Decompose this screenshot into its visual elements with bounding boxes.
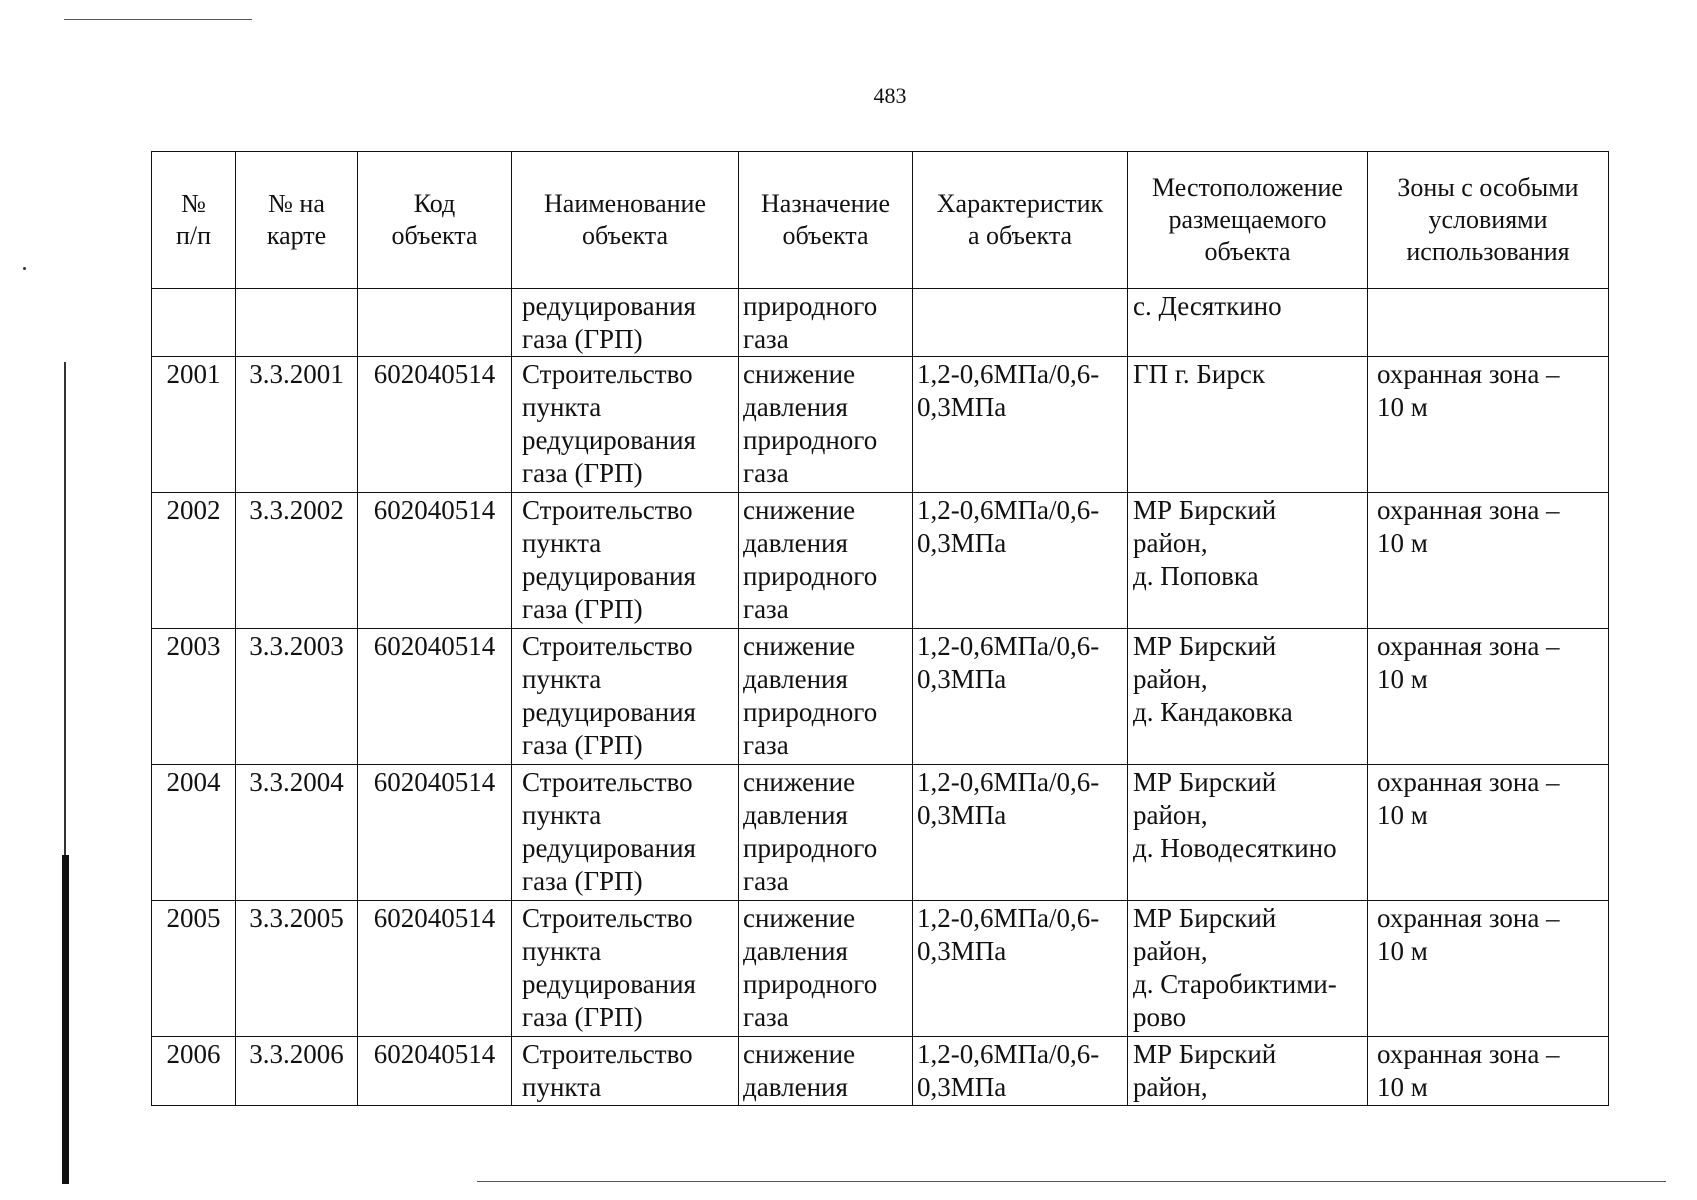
- cell-row-number: 2001: [152, 357, 236, 493]
- cell-object-purpose: снижение давления природного газа: [739, 357, 913, 493]
- table-row: [152, 289, 1609, 357]
- table-row: [152, 1037, 1609, 1106]
- scan-edge-mark-thick: [62, 855, 69, 1184]
- table-row: [152, 629, 1609, 765]
- cell-object-code: 602040514: [358, 901, 512, 1037]
- cell-row-number: 2003: [152, 629, 236, 765]
- cell-object-location: МР Бирский район,: [1128, 1037, 1368, 1106]
- cell-object-location: ГП г. Бирск: [1128, 357, 1368, 493]
- cell-object-location: МР Бирский район, д. Поповка: [1128, 493, 1368, 629]
- cell-row-number: 2002: [152, 493, 236, 629]
- cell-map-number: 3.3.2003: [236, 629, 358, 765]
- cell-object-location: МР Бирский район, д. Кандаковка: [1128, 629, 1368, 765]
- cell-object-code: [358, 289, 512, 357]
- cell-object-characteristic: 1,2-0,6МПа/0,6- 0,3МПа: [913, 901, 1128, 1037]
- cell-object-code: 602040514: [358, 765, 512, 901]
- cell-special-zones: охранная зона – 10 м: [1368, 629, 1609, 765]
- top-rule: [64, 19, 252, 20]
- cell-object-location: МР Бирский район, д. Новодесяткино: [1128, 765, 1368, 901]
- table-row: [152, 493, 1609, 629]
- header-row-number: № п/п: [152, 152, 236, 289]
- cell-row-number: 2005: [152, 901, 236, 1037]
- cell-object-name: Строительство пункта редуцирования газа (ГРП): [512, 765, 739, 901]
- cell-object-characteristic: 1,2-0,6МПа/0,6- 0,3МПа: [913, 493, 1128, 629]
- header-object-code: Код объекта: [358, 152, 512, 289]
- cell-object-purpose: снижение давления природного газа: [739, 629, 913, 765]
- cell-object-name: Строительство пункта редуцирования газа (ГРП): [512, 357, 739, 493]
- table-row: [152, 901, 1609, 1037]
- cell-row-number: 2004: [152, 765, 236, 901]
- cell-special-zones: охранная зона – 10 м: [1368, 765, 1609, 901]
- cell-object-code: 602040514: [358, 357, 512, 493]
- table-header-row: [152, 152, 1609, 289]
- cell-object-characteristic: [913, 289, 1128, 357]
- cell-special-zones: [1368, 289, 1609, 357]
- cell-object-name: редуцирования газа (ГРП): [512, 289, 739, 357]
- footer-rule: [477, 1181, 1666, 1182]
- objects-table: [151, 151, 1609, 1106]
- cell-object-characteristic: 1,2-0,6МПа/0,6- 0,3МПа: [913, 629, 1128, 765]
- cell-object-characteristic: 1,2-0,6МПа/0,6- 0,3МПа: [913, 357, 1128, 493]
- cell-special-zones: охранная зона – 10 м: [1368, 901, 1609, 1037]
- header-special-zones: Зоны с особыми условиями использования: [1368, 152, 1609, 289]
- cell-object-code: 602040514: [358, 1037, 512, 1106]
- header-object-name: Наименование объекта: [512, 152, 739, 289]
- cell-object-name: Строительство пункта: [512, 1037, 739, 1106]
- cell-object-name: Строительство пункта редуцирования газа (ГРП): [512, 629, 739, 765]
- cell-row-number: [152, 289, 236, 357]
- cell-special-zones: охранная зона – 10 м: [1368, 493, 1609, 629]
- cell-object-code: 602040514: [358, 493, 512, 629]
- scan-edge-mark-thin: [64, 362, 66, 855]
- cell-object-name: Строительство пункта редуцирования газа (ГРП): [512, 493, 739, 629]
- header-object-location: Местоположение размещаемого объекта: [1128, 152, 1368, 289]
- table-row: [152, 765, 1609, 901]
- cell-object-location: МР Бирский район, д. Старобиктими- рово: [1128, 901, 1368, 1037]
- cell-map-number: 3.3.2006: [236, 1037, 358, 1106]
- cell-object-purpose: снижение давления природного газа: [739, 493, 913, 629]
- page-number: 483: [873, 83, 907, 108]
- cell-map-number: [236, 289, 358, 357]
- cell-special-zones: охранная зона – 10 м: [1368, 1037, 1609, 1106]
- header-object-characteristic: Характеристик а объекта: [913, 152, 1128, 289]
- cell-object-characteristic: 1,2-0,6МПа/0,6- 0,3МПа: [913, 765, 1128, 901]
- cell-map-number: 3.3.2002: [236, 493, 358, 629]
- cell-map-number: 3.3.2001: [236, 357, 358, 493]
- cell-row-number: 2006: [152, 1037, 236, 1106]
- cell-object-purpose: снижение давления: [739, 1037, 913, 1106]
- scan-dot: [23, 267, 26, 270]
- cell-object-characteristic: 1,2-0,6МПа/0,6- 0,3МПа: [913, 1037, 1128, 1106]
- table-row: [152, 357, 1609, 493]
- cell-object-purpose: снижение давления природного газа: [739, 765, 913, 901]
- cell-object-code: 602040514: [358, 629, 512, 765]
- cell-object-purpose: природного газа: [739, 289, 913, 357]
- header-object-purpose: Назначение объекта: [739, 152, 913, 289]
- cell-object-name: Строительство пункта редуцирования газа (ГРП): [512, 901, 739, 1037]
- header-map-number: № на карте: [236, 152, 358, 289]
- cell-object-purpose: снижение давления природного газа: [739, 901, 913, 1037]
- cell-object-location: с. Десяткино: [1128, 289, 1368, 357]
- cell-special-zones: охранная зона – 10 м: [1368, 357, 1609, 493]
- cell-map-number: 3.3.2004: [236, 765, 358, 901]
- cell-map-number: 3.3.2005: [236, 901, 358, 1037]
